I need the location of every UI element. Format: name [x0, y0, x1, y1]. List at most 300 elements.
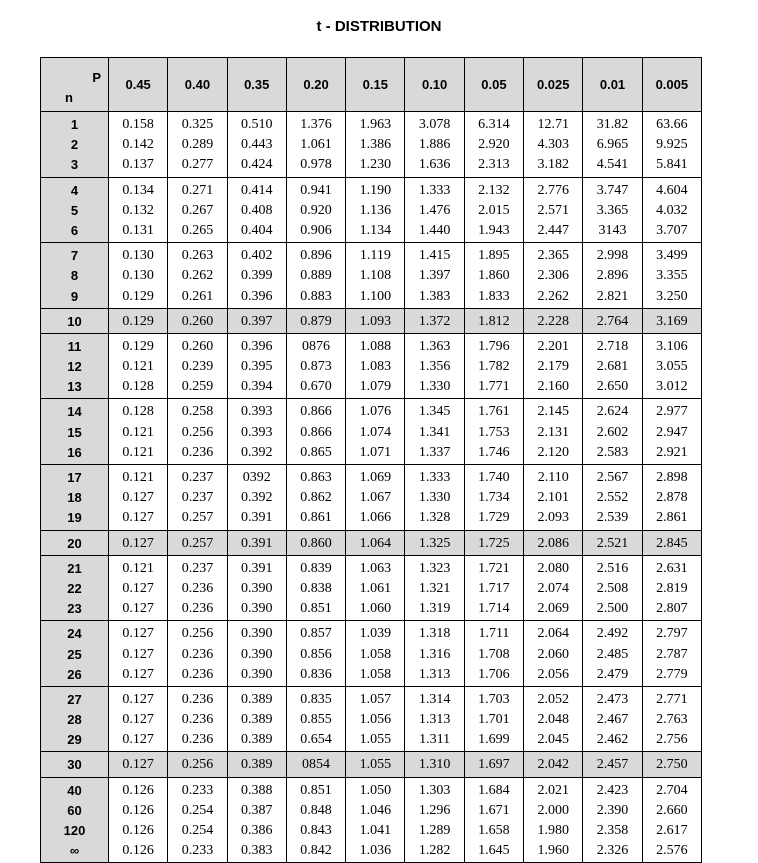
table-body	[41, 112, 702, 863]
critical-value: 0.261	[181, 288, 214, 304]
value-cell	[168, 555, 227, 621]
value-cell	[405, 555, 464, 621]
critical-value: 0.838	[300, 580, 332, 596]
critical-value: 1.056	[359, 712, 392, 728]
critical-value: 0.127	[122, 490, 154, 506]
critical-value: 0.389	[240, 712, 273, 728]
n-label: n	[65, 90, 73, 105]
critical-value: 2.306	[537, 268, 569, 284]
critical-value: 0.121	[122, 444, 154, 460]
degrees-of-freedom: 8	[70, 268, 79, 284]
value-cell	[227, 112, 286, 178]
value-cell	[346, 752, 405, 777]
critical-value: 0.236	[181, 712, 214, 728]
critical-value: 0.262	[181, 268, 214, 284]
critical-value: 1.319	[418, 601, 451, 617]
critical-value: 1.311	[419, 732, 451, 748]
critical-value: 1.363	[418, 338, 451, 354]
critical-value: 0.236	[181, 444, 214, 460]
value-cell	[168, 333, 227, 399]
critical-value: 2.262	[537, 288, 569, 304]
critical-value: 0.121	[122, 470, 154, 485]
critical-value: 0.129	[122, 288, 154, 304]
value-cell	[346, 112, 405, 178]
critical-value: 1.063	[359, 560, 392, 576]
critical-value: 6.965	[596, 137, 629, 153]
critical-value: 3.169	[656, 313, 688, 329]
critical-value: 0.121	[122, 424, 154, 440]
critical-value: 0.855	[300, 712, 332, 728]
critical-value: 0.896	[300, 248, 332, 264]
critical-value: 2.086	[537, 535, 569, 551]
column-header: 0.01	[583, 58, 642, 112]
value-cell	[524, 777, 583, 863]
critical-value: 1.860	[478, 268, 510, 284]
value-cell	[109, 621, 168, 687]
critical-value: 0.129	[122, 338, 154, 354]
critical-value: 2.771	[656, 691, 688, 707]
value-cell	[286, 752, 345, 777]
critical-value: 0.127	[122, 691, 154, 707]
critical-value: 0.941	[300, 182, 332, 198]
value-cell	[642, 686, 701, 752]
critical-value: 0.836	[300, 666, 332, 682]
row-group	[41, 112, 702, 178]
critical-value: 1.341	[418, 424, 451, 440]
critical-value: 0.390	[240, 646, 273, 662]
critical-value: 1.069	[359, 470, 392, 485]
critical-value: 2.779	[656, 666, 688, 682]
value-cell	[168, 530, 227, 555]
critical-value: 1.645	[478, 843, 510, 859]
critical-value: 1.356	[418, 359, 451, 375]
critical-value: 2.821	[596, 288, 629, 304]
critical-value: 0.390	[240, 666, 273, 682]
critical-value: 1.333	[418, 182, 451, 198]
critical-value: 0.236	[181, 580, 214, 596]
critical-value: 0.842	[300, 843, 332, 859]
degrees-of-freedom: 29	[67, 732, 82, 748]
critical-value: 0.127	[122, 580, 154, 596]
value-cell	[346, 621, 405, 687]
critical-value: 1.325	[418, 535, 451, 551]
value-cell	[464, 399, 523, 465]
critical-value: 0.126	[122, 802, 154, 818]
value-cell	[168, 752, 227, 777]
critical-value: 0.390	[240, 580, 273, 596]
value-cell	[405, 621, 464, 687]
critical-value: 12.71	[537, 117, 569, 132]
critical-value: 1.708	[478, 646, 510, 662]
critical-value: 2.797	[656, 626, 688, 642]
critical-value: 1.372	[418, 313, 451, 329]
critical-value: 2.552	[596, 490, 629, 506]
value-cell	[109, 112, 168, 178]
value-cell	[524, 308, 583, 333]
critical-value: 0.978	[300, 157, 332, 173]
value-cell	[464, 177, 523, 243]
critical-value: 0.127	[122, 712, 154, 728]
value-cell	[642, 399, 701, 465]
critical-value: 2.896	[596, 268, 629, 284]
critical-value: 1.333	[418, 470, 451, 485]
column-header: 0.45	[109, 58, 168, 112]
critical-value: 0.121	[122, 359, 154, 375]
critical-value: 0.132	[122, 202, 154, 218]
column-header: 0.10	[405, 58, 464, 112]
critical-value: 2.056	[537, 666, 569, 682]
critical-value: 2.045	[537, 732, 569, 748]
critical-value: 0.127	[122, 757, 154, 773]
critical-value: 0.391	[240, 560, 273, 576]
value-cell	[583, 530, 642, 555]
value-cell	[346, 308, 405, 333]
critical-value: 0.404	[240, 222, 273, 238]
value-cell	[109, 777, 168, 863]
critical-value: 1.088	[359, 338, 392, 354]
critical-value: 1.100	[359, 288, 392, 304]
header-row	[41, 58, 702, 112]
highlighted-row-group	[41, 530, 702, 555]
critical-value: 2.583	[596, 444, 629, 460]
value-cell	[464, 465, 523, 531]
critical-value: 0.510	[240, 117, 273, 132]
value-cell	[286, 777, 345, 863]
critical-value: 0.386	[240, 823, 273, 838]
row-group	[41, 399, 702, 465]
critical-value: 0.399	[240, 268, 273, 284]
critical-value: 1.289	[418, 823, 451, 838]
critical-value: 1.134	[359, 222, 392, 238]
critical-value: 0.879	[300, 313, 332, 329]
critical-value: 0.258	[181, 404, 214, 420]
critical-value: 0.843	[300, 823, 332, 838]
critical-value: 1.684	[478, 782, 510, 798]
critical-value: 1.058	[359, 666, 392, 682]
critical-value: 0.387	[240, 802, 273, 818]
value-cell	[286, 112, 345, 178]
value-cell	[109, 177, 168, 243]
critical-value: 1.083	[359, 359, 392, 375]
critical-value: 2.390	[596, 802, 629, 818]
critical-value: 31.82	[596, 117, 629, 132]
critical-value: 2.921	[656, 444, 688, 460]
page-title: t - DISTRIBUTION	[316, 18, 442, 35]
row-group	[41, 243, 702, 309]
value-cell	[583, 243, 642, 309]
column-header: 0.025	[524, 58, 583, 112]
value-cell	[286, 243, 345, 309]
critical-value: 0.856	[300, 646, 332, 662]
critical-value: 1.330	[418, 490, 451, 506]
critical-value: 2.228	[537, 313, 569, 329]
critical-value: 0.121	[122, 560, 154, 576]
critical-value: 2.462	[596, 732, 629, 748]
critical-value: 0.265	[181, 222, 214, 238]
critical-value: 0.126	[122, 823, 154, 838]
degrees-of-freedom: 15	[67, 424, 82, 440]
degrees-of-freedom: ∞	[69, 843, 80, 859]
value-cell	[464, 333, 523, 399]
critical-value: 2.358	[596, 823, 629, 838]
value-cell	[524, 333, 583, 399]
degrees-of-freedom: 18	[67, 490, 82, 506]
critical-value: 2.516	[596, 560, 629, 576]
row-group	[41, 465, 702, 531]
critical-value: 1.046	[359, 802, 392, 818]
row-group	[41, 777, 702, 863]
n-cell	[41, 752, 109, 777]
value-cell	[464, 112, 523, 178]
critical-value: 2.977	[656, 404, 688, 420]
critical-value: 1.074	[359, 424, 392, 440]
critical-value: 2.787	[656, 646, 688, 662]
value-cell	[168, 621, 227, 687]
critical-value: 0.392	[240, 490, 273, 506]
critical-value: 2.920	[478, 137, 510, 153]
critical-value: 1.136	[359, 202, 392, 218]
critical-value: 1.313	[418, 666, 451, 682]
value-cell	[286, 555, 345, 621]
critical-value: 2.479	[596, 666, 629, 682]
critical-value: 1.960	[537, 843, 569, 859]
critical-value: 1.740	[478, 470, 510, 485]
critical-value: 0.654	[300, 732, 332, 748]
value-cell	[109, 752, 168, 777]
critical-value: 2.617	[656, 823, 688, 838]
critical-value: 1.963	[359, 117, 392, 132]
critical-value: 0.128	[122, 379, 154, 395]
critical-value: 0.839	[300, 560, 332, 576]
value-cell	[168, 243, 227, 309]
p-label: P	[92, 70, 101, 85]
critical-value: 2.704	[656, 782, 688, 798]
critical-value: 1.376	[300, 117, 332, 132]
critical-value: 2.567	[596, 470, 629, 485]
critical-value: 2.819	[656, 580, 688, 596]
n-cell	[41, 243, 109, 309]
value-cell	[168, 177, 227, 243]
n-cell	[41, 112, 109, 178]
critical-value: 1.701	[478, 712, 510, 728]
value-cell	[286, 308, 345, 333]
critical-value: 2.160	[537, 379, 569, 395]
critical-value: 2.060	[537, 646, 569, 662]
critical-value: 0.127	[122, 510, 154, 526]
value-cell	[286, 399, 345, 465]
critical-value: 3.355	[656, 268, 688, 284]
value-cell	[583, 177, 642, 243]
n-cell	[41, 399, 109, 465]
critical-value: 0.391	[240, 535, 273, 551]
value-cell	[464, 530, 523, 555]
value-cell	[583, 752, 642, 777]
critical-value: 0.127	[122, 646, 154, 662]
critical-value: 6.314	[478, 117, 510, 132]
critical-value: 2.132	[478, 182, 510, 198]
critical-value: 1.476	[418, 202, 451, 218]
critical-value: 0.424	[240, 157, 273, 173]
critical-value: 0.257	[181, 535, 214, 551]
value-cell	[227, 177, 286, 243]
n-cell	[41, 177, 109, 243]
critical-value: 1.282	[418, 843, 451, 859]
critical-value: 2.508	[596, 580, 629, 596]
value-cell	[405, 752, 464, 777]
critical-value: 2.861	[656, 510, 688, 526]
critical-value: 1.041	[359, 823, 392, 838]
critical-value: 2.602	[596, 424, 629, 440]
critical-value: 2.000	[537, 802, 569, 818]
critical-value: 2.021	[537, 782, 569, 798]
value-cell	[583, 686, 642, 752]
value-cell	[109, 308, 168, 333]
value-cell	[346, 177, 405, 243]
critical-value: 3.182	[537, 157, 569, 173]
degrees-of-freedom: 2	[70, 137, 79, 153]
value-cell	[583, 399, 642, 465]
critical-value: 0.389	[240, 732, 273, 748]
critical-value: 1.060	[359, 601, 392, 617]
value-cell	[405, 777, 464, 863]
critical-value: 1.734	[478, 490, 510, 506]
critical-value: 1.316	[418, 646, 451, 662]
critical-value: 0.906	[300, 222, 332, 238]
critical-value: 1.058	[359, 646, 392, 662]
corner-header	[41, 58, 109, 112]
critical-value: 0.131	[122, 222, 154, 238]
value-cell	[168, 686, 227, 752]
critical-value: 1.753	[478, 424, 510, 440]
critical-value: 2.326	[596, 843, 629, 859]
value-cell	[109, 333, 168, 399]
critical-value: 0.127	[122, 666, 154, 682]
critical-value: 0.130	[122, 248, 154, 264]
value-cell	[583, 621, 642, 687]
degrees-of-freedom: 13	[67, 379, 82, 395]
critical-value: 0.390	[240, 601, 273, 617]
value-cell	[286, 177, 345, 243]
critical-value: 2.048	[537, 712, 569, 728]
critical-value: 0.260	[181, 338, 214, 354]
critical-value: 2.131	[537, 424, 569, 440]
value-cell	[642, 530, 701, 555]
value-cell	[642, 465, 701, 531]
n-cell	[41, 777, 109, 863]
value-cell	[524, 752, 583, 777]
highlighted-row-group	[41, 752, 702, 777]
critical-value: 0.130	[122, 268, 154, 284]
critical-value: 0.127	[122, 626, 154, 642]
column-header: 0.35	[227, 58, 286, 112]
degrees-of-freedom: 4	[70, 182, 79, 198]
value-cell	[464, 777, 523, 863]
critical-value: 2.052	[537, 691, 569, 707]
column-header: 0.05	[464, 58, 523, 112]
critical-value: 2.485	[596, 646, 629, 662]
critical-value: 2.120	[537, 444, 569, 460]
critical-value: 1.725	[478, 535, 510, 551]
degrees-of-freedom: 11	[67, 338, 82, 354]
critical-value: 1.066	[359, 510, 392, 526]
critical-value: 0.236	[181, 601, 214, 617]
critical-value: 1.337	[418, 444, 451, 460]
value-cell	[405, 243, 464, 309]
critical-value: 1.076	[359, 404, 392, 420]
n-cell	[41, 308, 109, 333]
critical-value: 0.259	[181, 379, 214, 395]
degrees-of-freedom: 22	[67, 580, 82, 596]
critical-value: 0.851	[300, 782, 332, 798]
critical-value: 2.110	[537, 470, 569, 485]
critical-value: 1.061	[359, 580, 392, 596]
critical-value: 1.093	[359, 313, 392, 329]
critical-value: 0.236	[181, 646, 214, 662]
critical-value: 1.714	[478, 601, 510, 617]
critical-value: 2.447	[537, 222, 569, 238]
critical-value: 1.345	[418, 404, 451, 420]
critical-value: 1.761	[478, 404, 510, 420]
critical-value: 0.848	[300, 802, 332, 818]
value-cell	[583, 777, 642, 863]
value-cell	[168, 112, 227, 178]
critical-value: 0.397	[240, 313, 273, 329]
value-cell	[227, 777, 286, 863]
critical-value: 0.396	[240, 288, 273, 304]
critical-value: 0.393	[240, 424, 273, 440]
n-cell	[41, 530, 109, 555]
critical-value: 1.050	[359, 782, 392, 798]
value-cell	[405, 686, 464, 752]
critical-value: 1.671	[478, 802, 510, 818]
critical-value: 0.237	[181, 470, 214, 485]
row-group	[41, 333, 702, 399]
critical-value: 1.782	[478, 359, 510, 375]
critical-value: 0.260	[181, 313, 214, 329]
critical-value: 0.127	[122, 535, 154, 551]
critical-value: 3.106	[656, 338, 688, 354]
critical-value: 2.576	[656, 843, 688, 859]
critical-value: 3.250	[656, 288, 688, 304]
critical-value: 0.390	[240, 626, 273, 642]
critical-value: 0.256	[181, 626, 214, 642]
critical-value: 2.650	[596, 379, 629, 395]
critical-value: 1.886	[418, 137, 451, 153]
critical-value: 2.365	[537, 248, 569, 264]
degrees-of-freedom: 24	[67, 626, 82, 642]
value-cell	[524, 555, 583, 621]
degrees-of-freedom: 5	[70, 202, 79, 218]
critical-value: 0.257	[181, 510, 214, 526]
critical-value: 1.039	[359, 626, 392, 642]
value-cell	[286, 686, 345, 752]
value-cell	[642, 177, 701, 243]
critical-value: 0.233	[181, 782, 214, 798]
degrees-of-freedom: 26	[67, 666, 82, 682]
critical-value: 1.036	[359, 843, 392, 859]
critical-value: 2.756	[656, 732, 688, 748]
critical-value: 1.313	[418, 712, 451, 728]
value-cell	[405, 177, 464, 243]
critical-value: 0.866	[300, 424, 332, 440]
critical-value: 4.541	[596, 157, 629, 173]
row-group	[41, 555, 702, 621]
critical-value: 2.750	[656, 757, 688, 773]
value-cell	[583, 333, 642, 399]
critical-value: 2.998	[596, 248, 629, 264]
value-cell	[464, 243, 523, 309]
critical-value: 1.812	[478, 313, 510, 329]
